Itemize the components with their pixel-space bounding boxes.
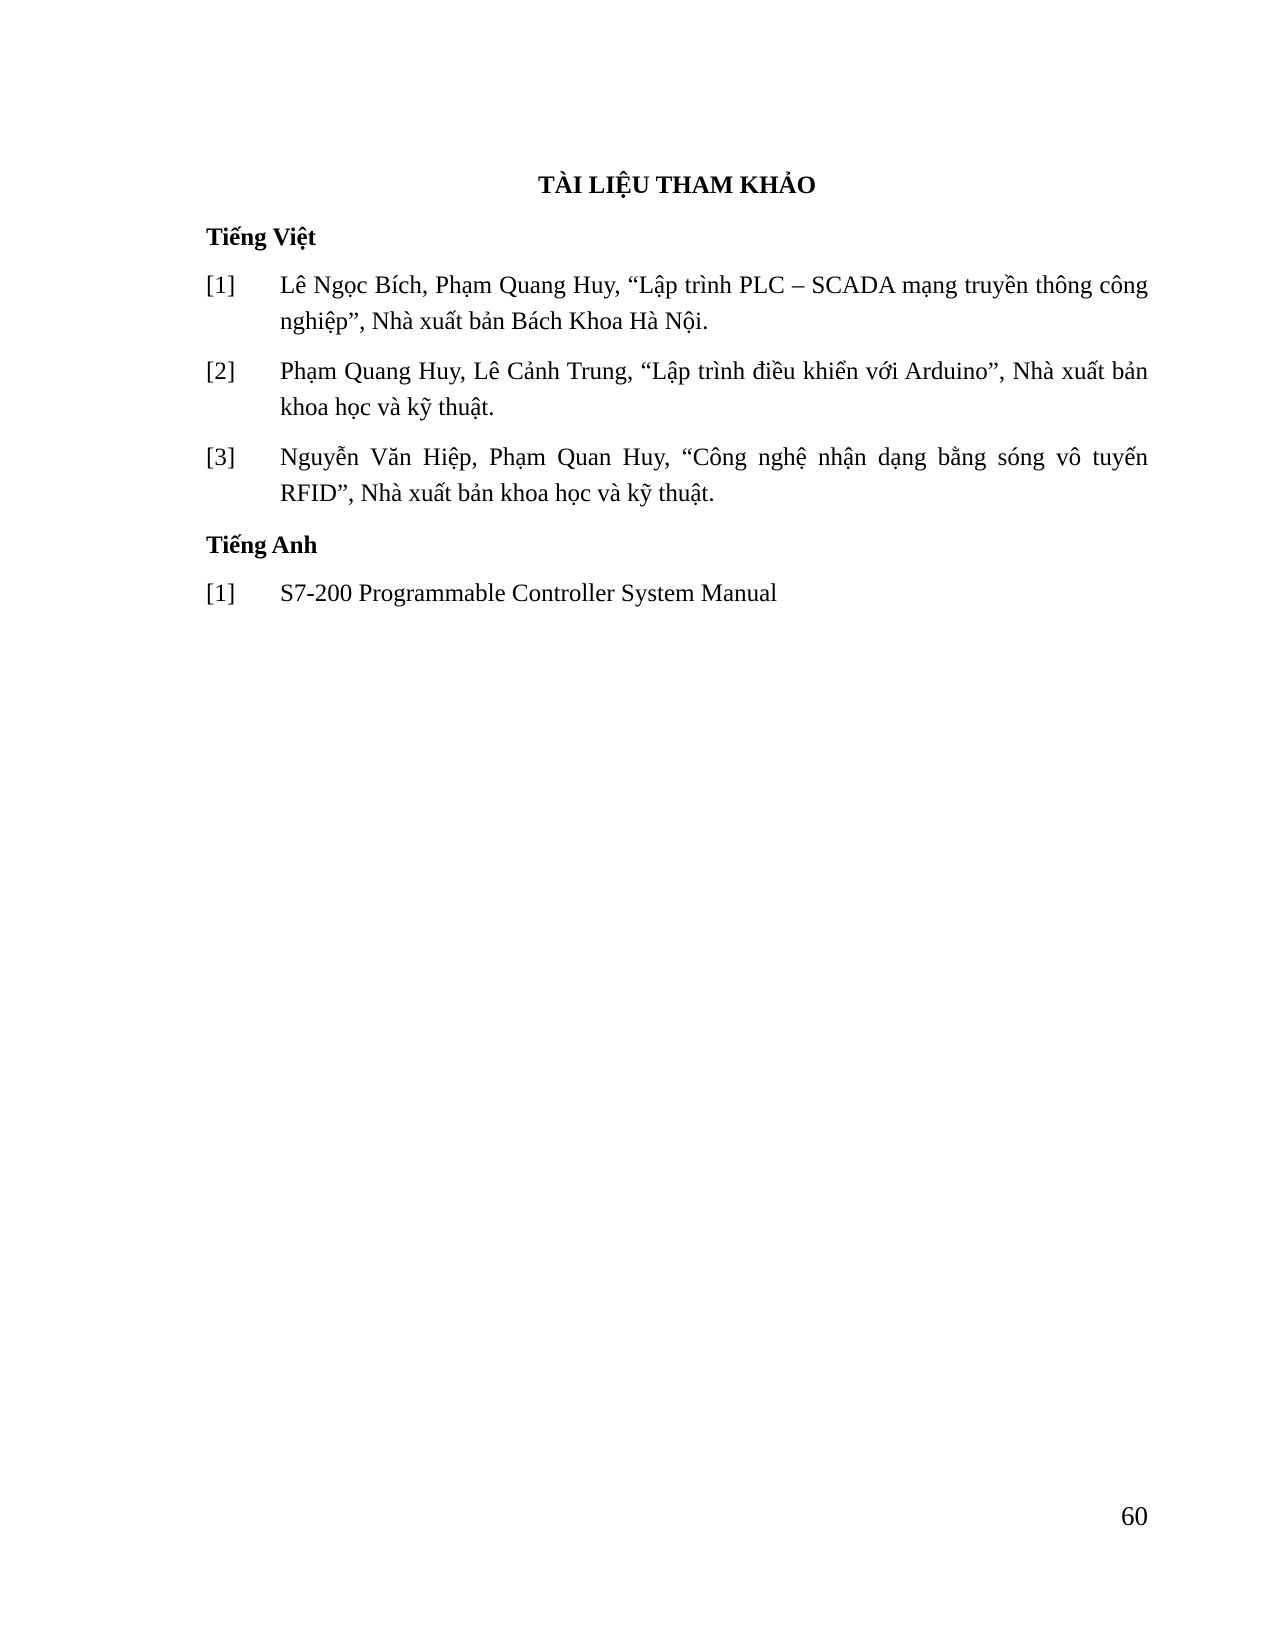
reference-item	[206, 268, 1148, 340]
reference-number: [1]	[206, 580, 236, 607]
reference-item	[206, 440, 1148, 512]
section-heading-english: Tiếng Anh	[206, 532, 318, 559]
reference-list-english	[206, 576, 1148, 612]
page-title: TÀI LIỆU THAM KHẢO	[537, 172, 817, 199]
reference-item	[206, 576, 1148, 612]
reference-number: [2]	[206, 358, 236, 385]
reference-text: Phạm Quang Huy, Lê Cảnh Trung, “Lập trình điều khiển với Arduino”, Nhà xuất bản khoa học và kỹ thuật.	[280, 358, 1148, 421]
reference-text: S7-200 Programmable Controller System Manual	[280, 580, 778, 607]
reference-number: [3]	[206, 444, 236, 471]
page-number: 60	[1121, 1501, 1148, 1531]
reference-list-vietnamese	[206, 268, 1148, 512]
section-heading-vietnamese: Tiếng Việt	[206, 224, 316, 251]
reference-text: Nguyễn Văn Hiệp, Phạm Quan Huy, “Công nghệ nhận dạng bằng sóng vô tuyến RFID”, Nhà xuất bản khoa học và kỹ thuật.	[280, 444, 1148, 507]
reference-item	[206, 354, 1148, 426]
page-content	[206, 170, 1148, 630]
reference-number: [1]	[206, 272, 236, 299]
reference-text: Lê Ngọc Bích, Phạm Quang Huy, “Lập trình PLC – SCADA mạng truyền thông công nghiệp”, Nhà xuất bản Bách Khoa Hà Nội.	[280, 272, 1148, 335]
